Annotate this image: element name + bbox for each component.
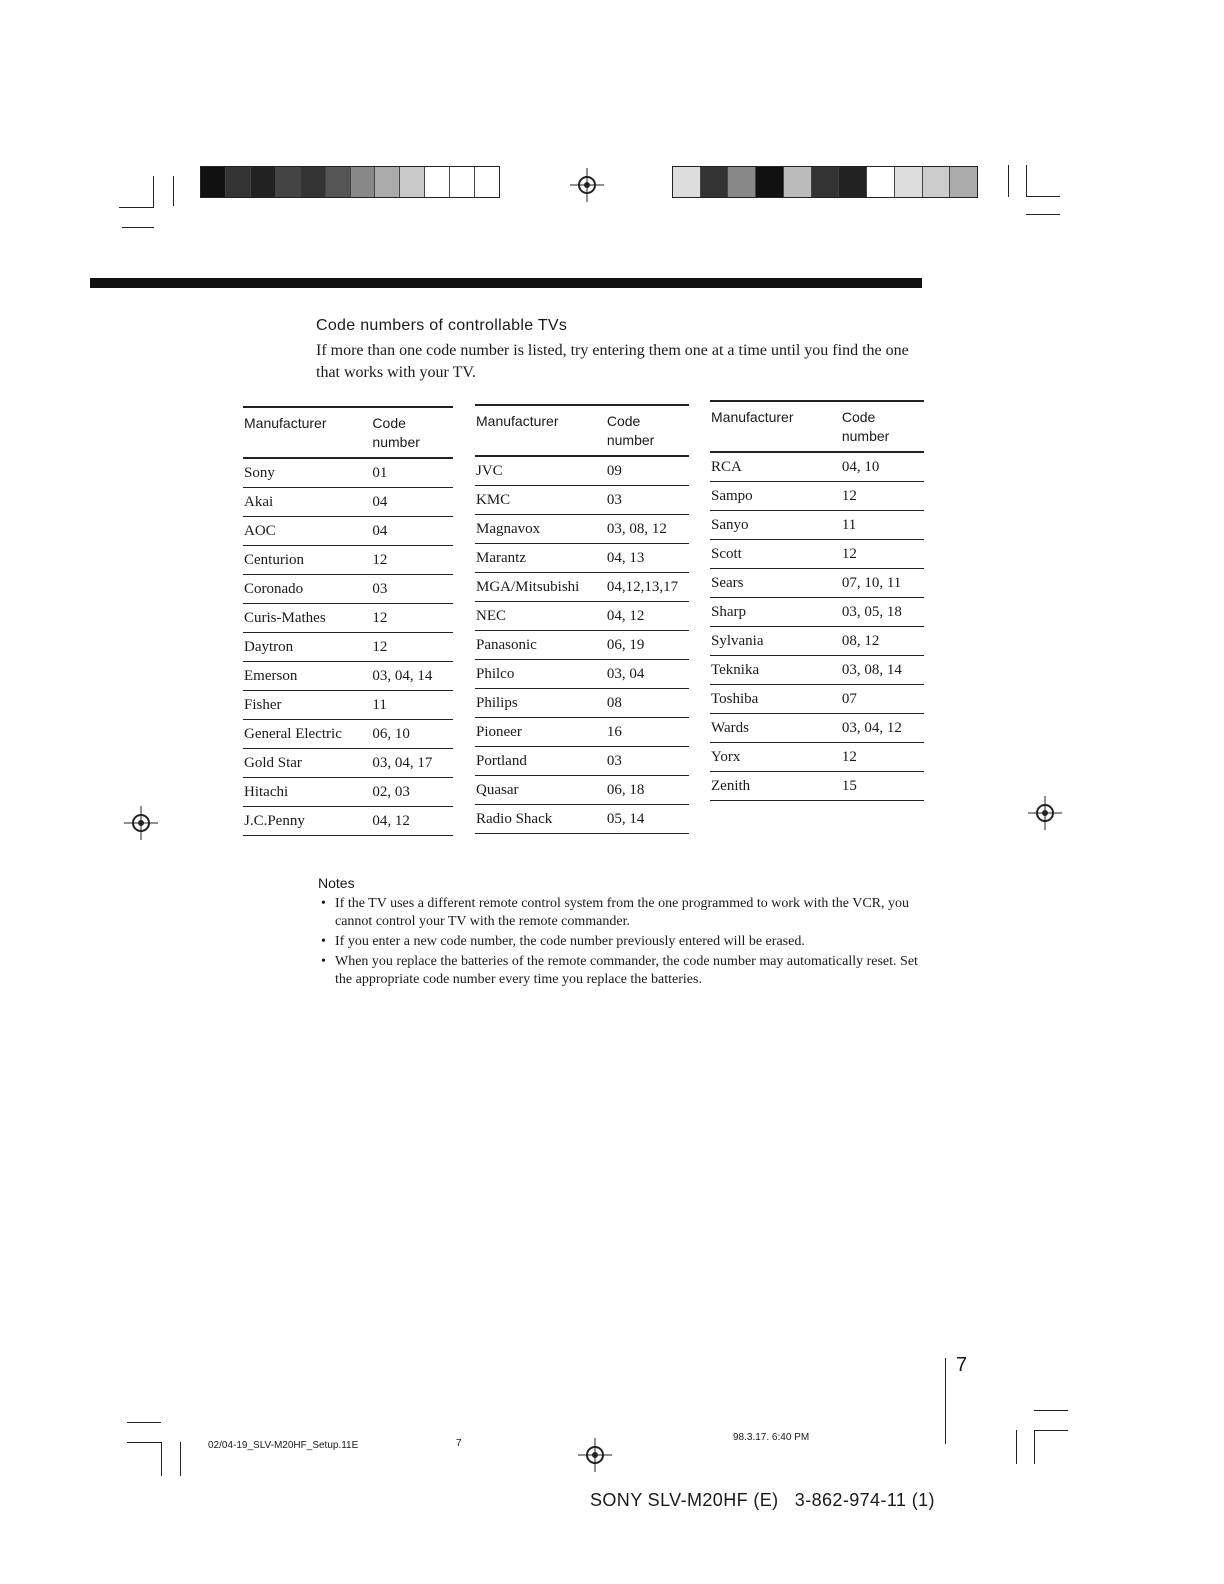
- manufacturer-cell: Daytron: [243, 633, 371, 662]
- table-row: [710, 627, 924, 656]
- color-swatch: [400, 167, 425, 197]
- manufacturer-cell: Quasar: [475, 776, 606, 805]
- table-row: [710, 685, 924, 714]
- code-cell: 12: [371, 604, 453, 633]
- code-cell: 05, 14: [606, 805, 689, 834]
- color-swatch: [251, 167, 276, 197]
- code-cell: 03, 04, 17: [371, 749, 453, 778]
- code-cell: 03: [606, 486, 689, 515]
- manufacturer-cell: Philco: [475, 660, 606, 689]
- color-swatch: [475, 167, 499, 197]
- code-cell: 03, 04, 12: [841, 714, 924, 743]
- note-item: • If the TV uses a different remote control system from the one programmed to work with the VCR, you cannot control your TV with the remote commander.: [318, 895, 938, 931]
- table-row: [243, 575, 453, 604]
- code-cell: 04: [371, 517, 453, 546]
- code-table: [475, 404, 689, 834]
- table-row: [475, 456, 689, 486]
- crop-mark: [1034, 1430, 1068, 1431]
- code-cell: 04, 12: [606, 602, 689, 631]
- color-swatch: [784, 167, 812, 197]
- crop-mark: [1026, 165, 1027, 197]
- table-row: [475, 486, 689, 515]
- manufacturer-cell: J.C.Penny: [243, 807, 371, 836]
- crop-mark: [161, 1442, 162, 1476]
- crop-mark: [1008, 165, 1009, 197]
- notes-heading: Notes: [318, 875, 355, 891]
- manufacturer-cell: Sampo: [710, 482, 841, 511]
- color-swatch: [201, 167, 226, 197]
- color-swatch: [450, 167, 475, 197]
- manufacturer-cell: Panasonic: [475, 631, 606, 660]
- manufacturer-cell: Hitachi: [243, 778, 371, 807]
- table-row: [475, 805, 689, 834]
- note-item: • If you enter a new code number, the code number previously entered will be erased.: [318, 933, 938, 951]
- color-swatch: [226, 167, 251, 197]
- registration-mark-icon: [124, 806, 158, 840]
- table-row: [243, 517, 453, 546]
- manufacturer-cell: Magnavox: [475, 515, 606, 544]
- manufacturer-cell: Toshiba: [710, 685, 841, 714]
- column-header-manufacturer: Manufacturer: [243, 407, 371, 458]
- column-header-code: Code number: [606, 405, 689, 456]
- color-swatch: [839, 167, 867, 197]
- table-row: [243, 691, 453, 720]
- code-cell: 03, 04: [606, 660, 689, 689]
- manufacturer-cell: Sylvania: [710, 627, 841, 656]
- table-row: [475, 776, 689, 805]
- color-swatch: [326, 167, 351, 197]
- manufacturer-cell: Philips: [475, 689, 606, 718]
- code-cell: 04: [371, 488, 453, 517]
- notes-section: [318, 874, 938, 991]
- table-row: [243, 604, 453, 633]
- code-cell: 03, 05, 18: [841, 598, 924, 627]
- crop-mark: [1034, 1430, 1035, 1464]
- registration-mark-icon: [578, 1438, 612, 1472]
- manufacturer-cell: Emerson: [243, 662, 371, 691]
- manufacturer-cell: AOC: [243, 517, 371, 546]
- table-row: [710, 569, 924, 598]
- header-rule: [90, 278, 922, 288]
- color-swatch: [728, 167, 756, 197]
- color-calibration-bar: [200, 166, 500, 198]
- manufacturer-cell: Yorx: [710, 743, 841, 772]
- color-calibration-bar: [672, 166, 978, 198]
- table-row: [475, 515, 689, 544]
- code-cell: 11: [371, 691, 453, 720]
- table-row: [475, 544, 689, 573]
- color-swatch: [701, 167, 729, 197]
- manufacturer-cell: Coronado: [243, 575, 371, 604]
- code-cell: 02, 03: [371, 778, 453, 807]
- code-cell: 12: [371, 633, 453, 662]
- table-row: [243, 633, 453, 662]
- code-cell: 09: [606, 456, 689, 486]
- table-row: [243, 662, 453, 691]
- registration-mark-icon: [1028, 796, 1062, 830]
- table-row: [243, 778, 453, 807]
- manufacturer-cell: Scott: [710, 540, 841, 569]
- color-swatch: [673, 167, 701, 197]
- table-row: [710, 598, 924, 627]
- intro-paragraph: If more than one code number is listed, try entering them one at a time until you find the one that works with your TV.: [316, 342, 909, 381]
- manufacturer-cell: RCA: [710, 452, 841, 482]
- code-cell: 04, 12: [371, 807, 453, 836]
- code-table: [710, 400, 924, 801]
- code-cell: 03, 08, 12: [606, 515, 689, 544]
- crop-mark: [1016, 1430, 1017, 1464]
- code-cell: 04,12,13,17: [606, 573, 689, 602]
- table-row: [475, 602, 689, 631]
- manufacturer-cell: Wards: [710, 714, 841, 743]
- color-swatch: [276, 167, 301, 197]
- section-title: Code numbers of controllable TVs: [316, 317, 568, 334]
- color-swatch: [867, 167, 895, 197]
- color-swatch: [756, 167, 784, 197]
- crop-mark: [122, 227, 154, 228]
- manufacturer-cell: Marantz: [475, 544, 606, 573]
- table-row: [475, 573, 689, 602]
- crop-mark: [119, 207, 153, 208]
- manufacturer-cell: Radio Shack: [475, 805, 606, 834]
- table-row: [243, 749, 453, 778]
- page-number: 7: [956, 1354, 968, 1376]
- table-row: [710, 772, 924, 801]
- model-line: SONY SLV-M20HF (E) 3-862-974-11 (1): [590, 1490, 935, 1510]
- crop-mark: [1026, 214, 1060, 215]
- table-row: [475, 747, 689, 776]
- code-cell: 12: [841, 540, 924, 569]
- manufacturer-cell: Zenith: [710, 772, 841, 801]
- footer-filename: 02/04-19_SLV-M20HF_Setup.11E: [208, 1440, 359, 1451]
- code-cell: 03, 08, 14: [841, 656, 924, 685]
- code-cell: 04, 10: [841, 452, 924, 482]
- manufacturer-cell: Gold Star: [243, 749, 371, 778]
- manufacturer-cell: Centurion: [243, 546, 371, 575]
- table-row: [475, 631, 689, 660]
- code-cell: 06, 10: [371, 720, 453, 749]
- note-item: • When you replace the batteries of the remote commander, the code number may automatically reset. Set the appropriate code number every time you replace the batteries.: [318, 953, 938, 989]
- color-swatch: [425, 167, 450, 197]
- code-table: [243, 406, 453, 836]
- registration-mark-icon: [570, 168, 604, 202]
- page-number-rule: [945, 1358, 946, 1444]
- code-cell: 16: [606, 718, 689, 747]
- column-header-manufacturer: Manufacturer: [710, 401, 841, 452]
- code-cell: 06, 18: [606, 776, 689, 805]
- code-cell: 12: [841, 482, 924, 511]
- color-swatch: [375, 167, 400, 197]
- table-row: [710, 511, 924, 540]
- table-row: [243, 807, 453, 836]
- code-cell: 07: [841, 685, 924, 714]
- manufacturer-cell: JVC: [475, 456, 606, 486]
- manufacturer-cell: Teknika: [710, 656, 841, 685]
- crop-mark: [1026, 196, 1060, 197]
- table-row: [243, 720, 453, 749]
- crop-mark: [127, 1422, 161, 1423]
- manufacturer-cell: Curis-Mathes: [243, 604, 371, 633]
- crop-mark: [1034, 1410, 1068, 1411]
- crop-mark: [180, 1442, 181, 1476]
- code-cell: 06, 19: [606, 631, 689, 660]
- manufacturer-cell: Sears: [710, 569, 841, 598]
- manufacturer-cell: MGA/Mitsubishi: [475, 573, 606, 602]
- table-row: [710, 714, 924, 743]
- manufacturer-cell: Pioneer: [475, 718, 606, 747]
- column-header-code: Code number: [371, 407, 453, 458]
- code-cell: 03: [371, 575, 453, 604]
- code-cell: 12: [371, 546, 453, 575]
- table-row: [243, 488, 453, 517]
- manufacturer-cell: Portland: [475, 747, 606, 776]
- color-swatch: [950, 167, 977, 197]
- crop-mark: [153, 176, 154, 208]
- table-row: [243, 546, 453, 575]
- code-cell: 04, 13: [606, 544, 689, 573]
- manufacturer-cell: Akai: [243, 488, 371, 517]
- table-row: [710, 482, 924, 511]
- manufacturer-cell: KMC: [475, 486, 606, 515]
- crop-mark: [173, 176, 174, 206]
- table-row: [710, 656, 924, 685]
- manufacturer-cell: Sharp: [710, 598, 841, 627]
- color-swatch: [923, 167, 951, 197]
- manufacturer-cell: General Electric: [243, 720, 371, 749]
- footer-page: 7: [456, 1438, 462, 1449]
- code-cell: 03: [606, 747, 689, 776]
- color-swatch: [351, 167, 376, 197]
- column-header-manufacturer: Manufacturer: [475, 405, 606, 456]
- table-row: [710, 540, 924, 569]
- manufacturer-cell: Sony: [243, 458, 371, 488]
- column-header-code: Code number: [841, 401, 924, 452]
- table-row: [710, 452, 924, 482]
- code-cell: 03, 04, 14: [371, 662, 453, 691]
- manufacturer-cell: Fisher: [243, 691, 371, 720]
- table-row: [243, 458, 453, 488]
- color-swatch: [301, 167, 326, 197]
- manufacturer-cell: Sanyo: [710, 511, 841, 540]
- table-row: [475, 718, 689, 747]
- notes-list: [318, 895, 938, 989]
- table-row: [475, 689, 689, 718]
- code-cell: 12: [841, 743, 924, 772]
- table-row: [475, 660, 689, 689]
- code-cell: 15: [841, 772, 924, 801]
- code-cell: 08: [606, 689, 689, 718]
- manufacturer-cell: NEC: [475, 602, 606, 631]
- table-row: [710, 743, 924, 772]
- crop-mark: [127, 1442, 161, 1443]
- code-cell: 07, 10, 11: [841, 569, 924, 598]
- code-cell: 08, 12: [841, 627, 924, 656]
- code-cell: 01: [371, 458, 453, 488]
- color-swatch: [895, 167, 923, 197]
- footer-timestamp: 98.3.17. 6:40 PM: [733, 1432, 810, 1443]
- color-swatch: [812, 167, 840, 197]
- code-cell: 11: [841, 511, 924, 540]
